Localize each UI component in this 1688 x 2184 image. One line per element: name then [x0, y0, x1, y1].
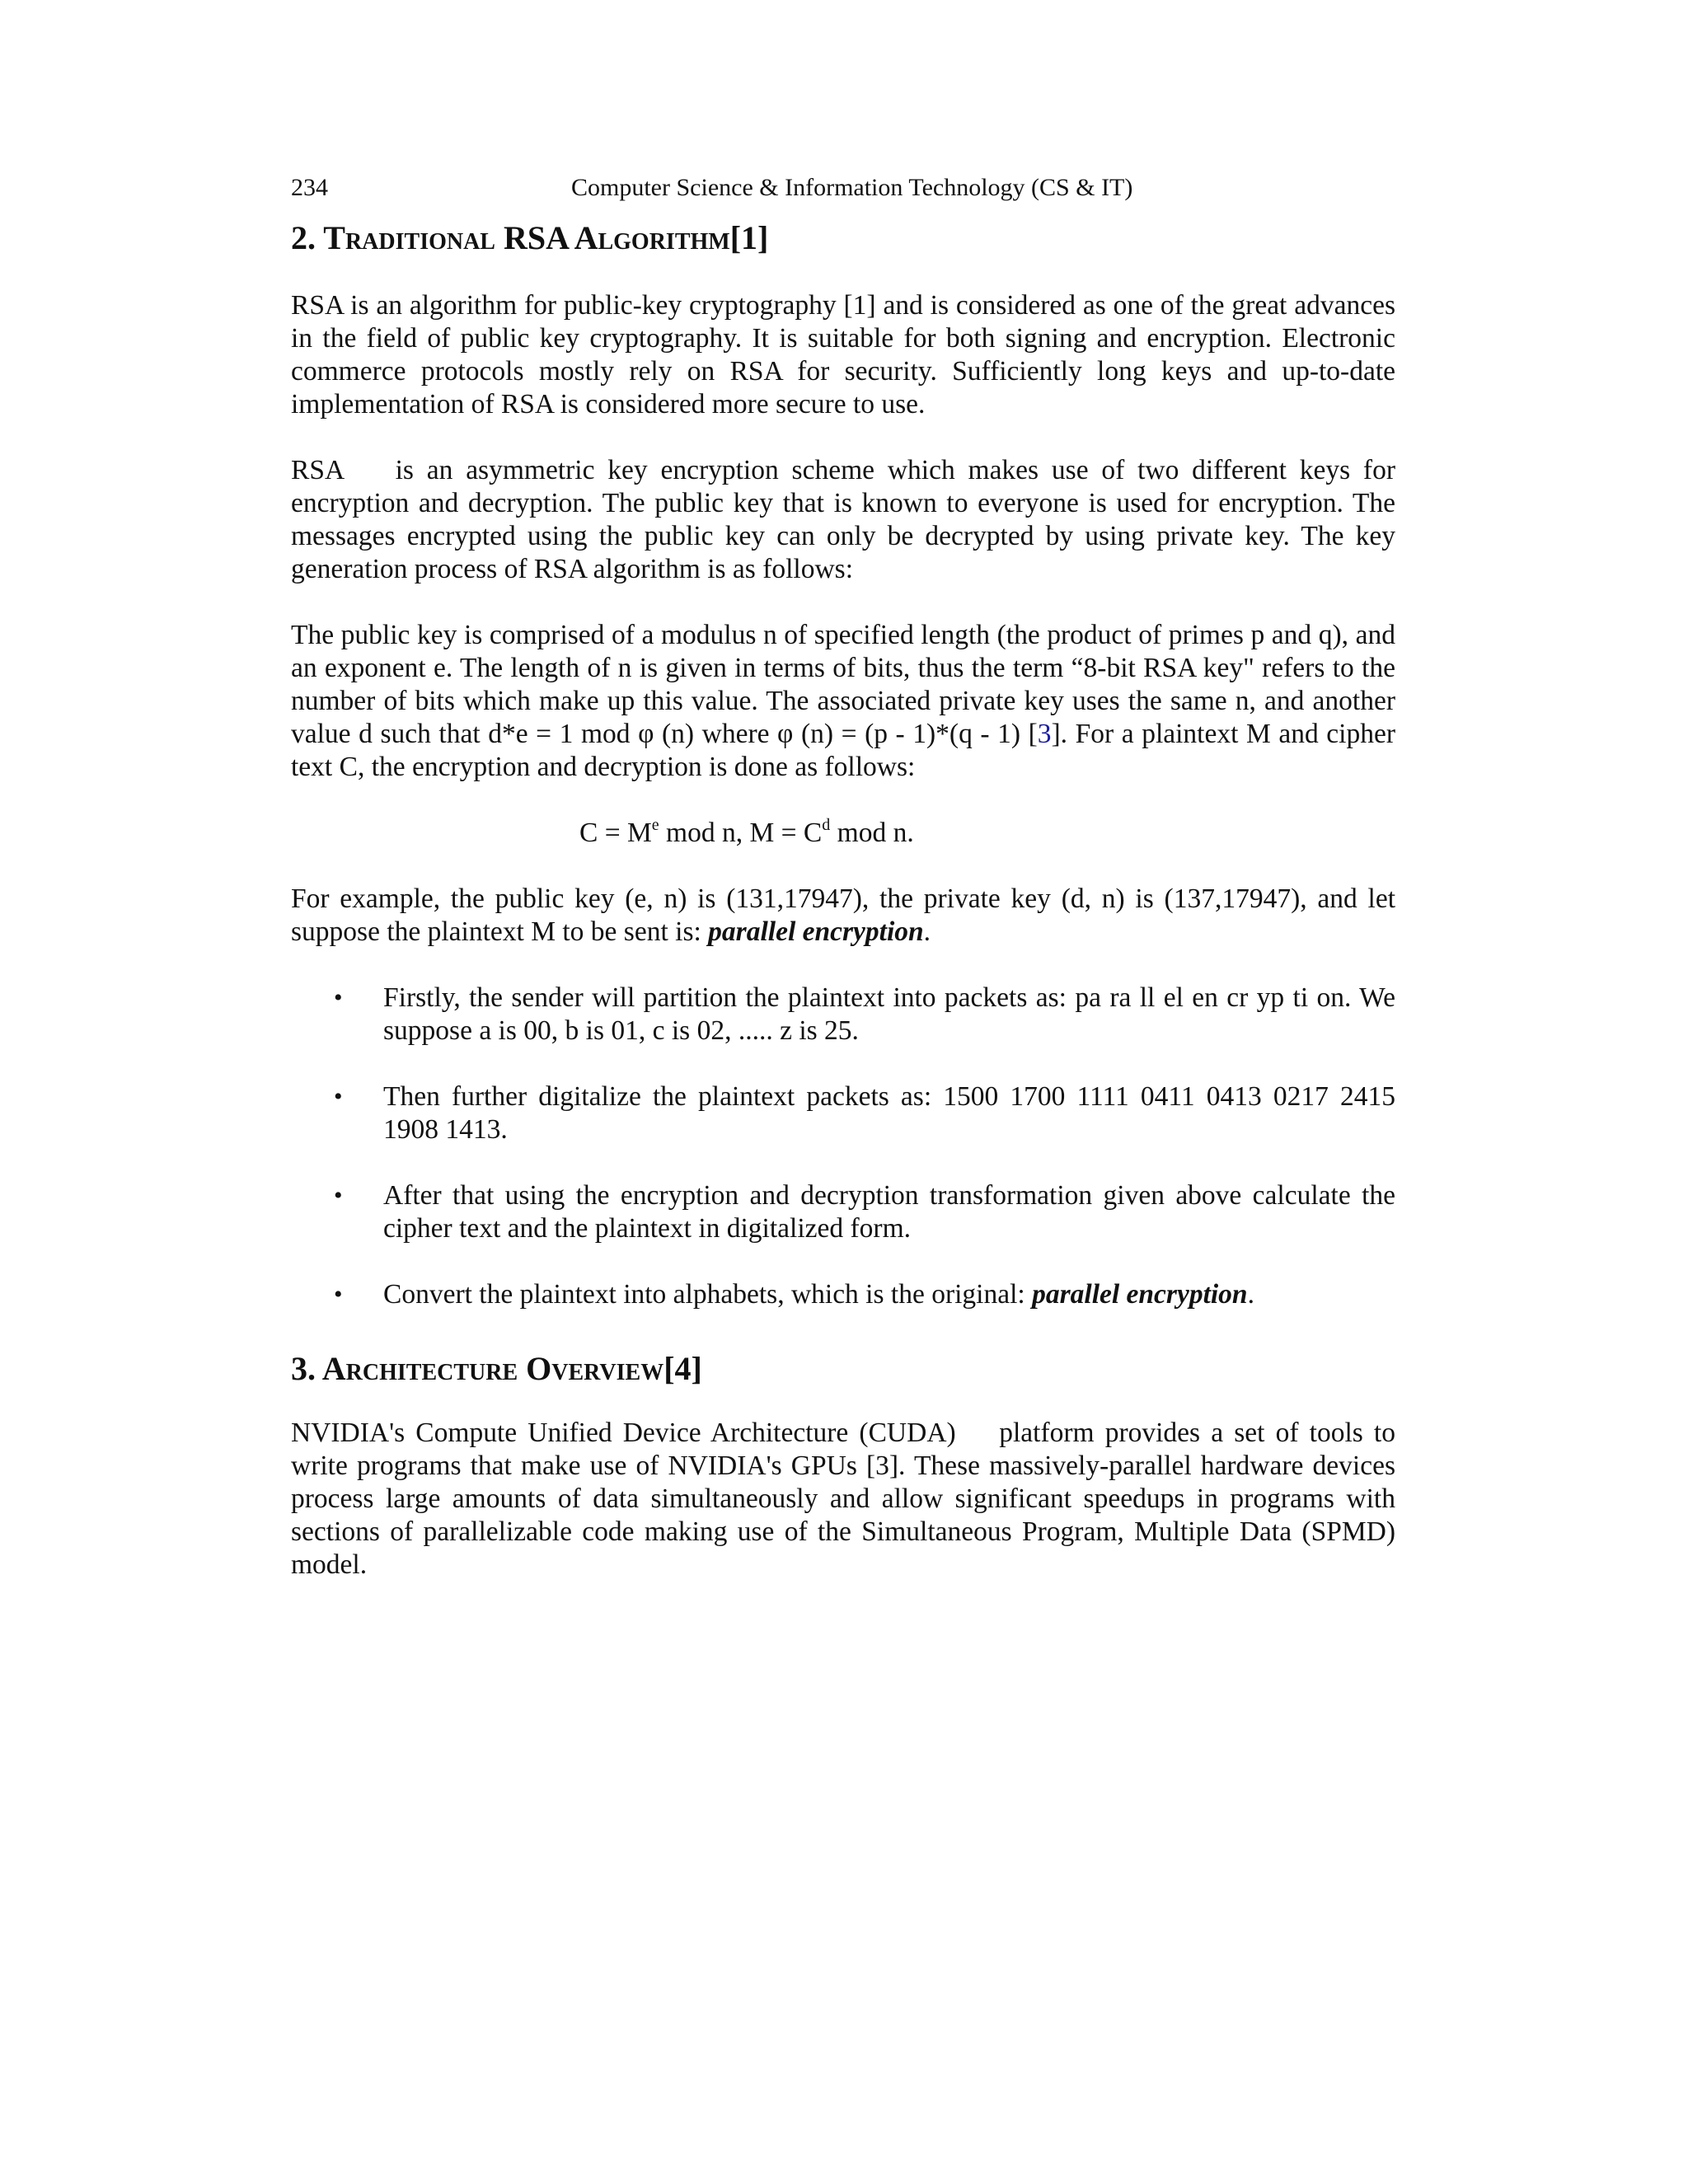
- paragraph-example-text: For example, the public key (e, n) is (131,17947), the private key (d, n) is (137,17947), and let suppose the plaintext M to be sent is:: [291, 883, 1395, 947]
- emphasis-parallel-encryption: parallel encryption: [1032, 1279, 1248, 1310]
- paragraph-rsa-intro: RSA is an algorithm for public-key cryptography [1] and is considered as one of the great advances in the field of public key cryptography. It is suitable for both signing and encryption. Electronic commerce protocols mostly rely on RSA for security. Sufficiently long keys and up-to-date implementation of RSA is considered more secure to use.: [291, 290, 1395, 419]
- citation-link[interactable]: 3: [1037, 719, 1052, 749]
- page-number: 234: [291, 174, 328, 201]
- equation-part: mod n.: [830, 818, 914, 848]
- encryption-equation: [291, 817, 1395, 850]
- list-item: [291, 1278, 1395, 1311]
- list-item-text: After that using the encryption and decryption transformation given above calculate the cipher text and the plaintext in digitalized form.: [383, 1180, 1395, 1244]
- paragraph-cuda: NVIDIA's Compute Unified Device Architecture (CUDA) platform provides a set of tools to write programs that make use of NVIDIA's GPUs [3]. These massively-parallel hardware devices process large amounts of data simultaneously and allow significant speedups in programs with sections of parallelizable code making use of the Simultaneous Program, Multiple Data (SPMD) model.: [291, 1418, 1403, 1580]
- bullet-icon: •: [334, 1281, 343, 1308]
- equation-part: mod n, M = C: [659, 818, 823, 848]
- paragraph-rsa-keys-text-end: ]. For a plaintext M and cipher text C, the encryption and decryption is done as follows:: [291, 719, 1395, 782]
- bullet-icon: •: [334, 984, 343, 1011]
- emphasis-parallel-encryption: parallel encryption: [708, 916, 924, 947]
- running-title: Computer Science & Information Technology (CS & IT): [571, 174, 1133, 201]
- section-heading-rsa: 2. Traditional RSA Algorithm[1]: [291, 219, 769, 256]
- list-item-text: Then further digitalize the plaintext packets as: 1500 1700 1111 0411 0413 0217 2415 1908 1413.: [383, 1081, 1395, 1145]
- list-item-text: Firstly, the sender will partition the plaintext into packets as: pa ra ll el en cr yp ti on. We suppose a is 00, b is 01, c is 02, ..... z is 25.: [383, 982, 1395, 1046]
- section-heading-architecture: 3. Architecture Overview[4]: [291, 1350, 702, 1387]
- list-item: [291, 1179, 1395, 1245]
- equation-exponent: d: [822, 816, 831, 834]
- bullet-icon: •: [334, 1083, 343, 1110]
- list-item-text: Convert the plaintext into alphabets, which is the original:: [383, 1279, 1033, 1310]
- equation-part: C = M: [579, 818, 652, 848]
- paragraph-rsa-keys-text: The public key is comprised of a modulus n of specified length (the product of primes p and q), and an exponent e. The length of n is given in terms of bits, thus the term “8-bit RSA key" refers to the number of bits which make up this value. The associated private key uses the same n, and another value d such that d*e = 1 mod φ (n) where φ (n) = (p - 1)*(q - 1) [: [291, 620, 1395, 749]
- steps-list: [291, 982, 1395, 1311]
- bullet-icon: •: [334, 1182, 343, 1209]
- article-body: [291, 218, 1403, 1615]
- equation-exponent: e: [651, 816, 659, 834]
- paragraph-example: [291, 883, 1395, 949]
- paragraph-rsa-keys: [291, 619, 1395, 784]
- list-item: [291, 982, 1395, 1047]
- paragraph-example-end: .: [923, 916, 931, 947]
- paragraph-rsa-asymmetric: RSA is an asymmetric key encryption scheme which makes use of two different keys for encryption and decryption. The public key that is known to everyone is used for encryption. The messages encrypted using the public key can only be decrypted by using private key. The key generation process of RSA algorithm is as follows:: [291, 455, 1403, 584]
- list-item-end: .: [1247, 1279, 1254, 1310]
- list-item: [291, 1080, 1395, 1146]
